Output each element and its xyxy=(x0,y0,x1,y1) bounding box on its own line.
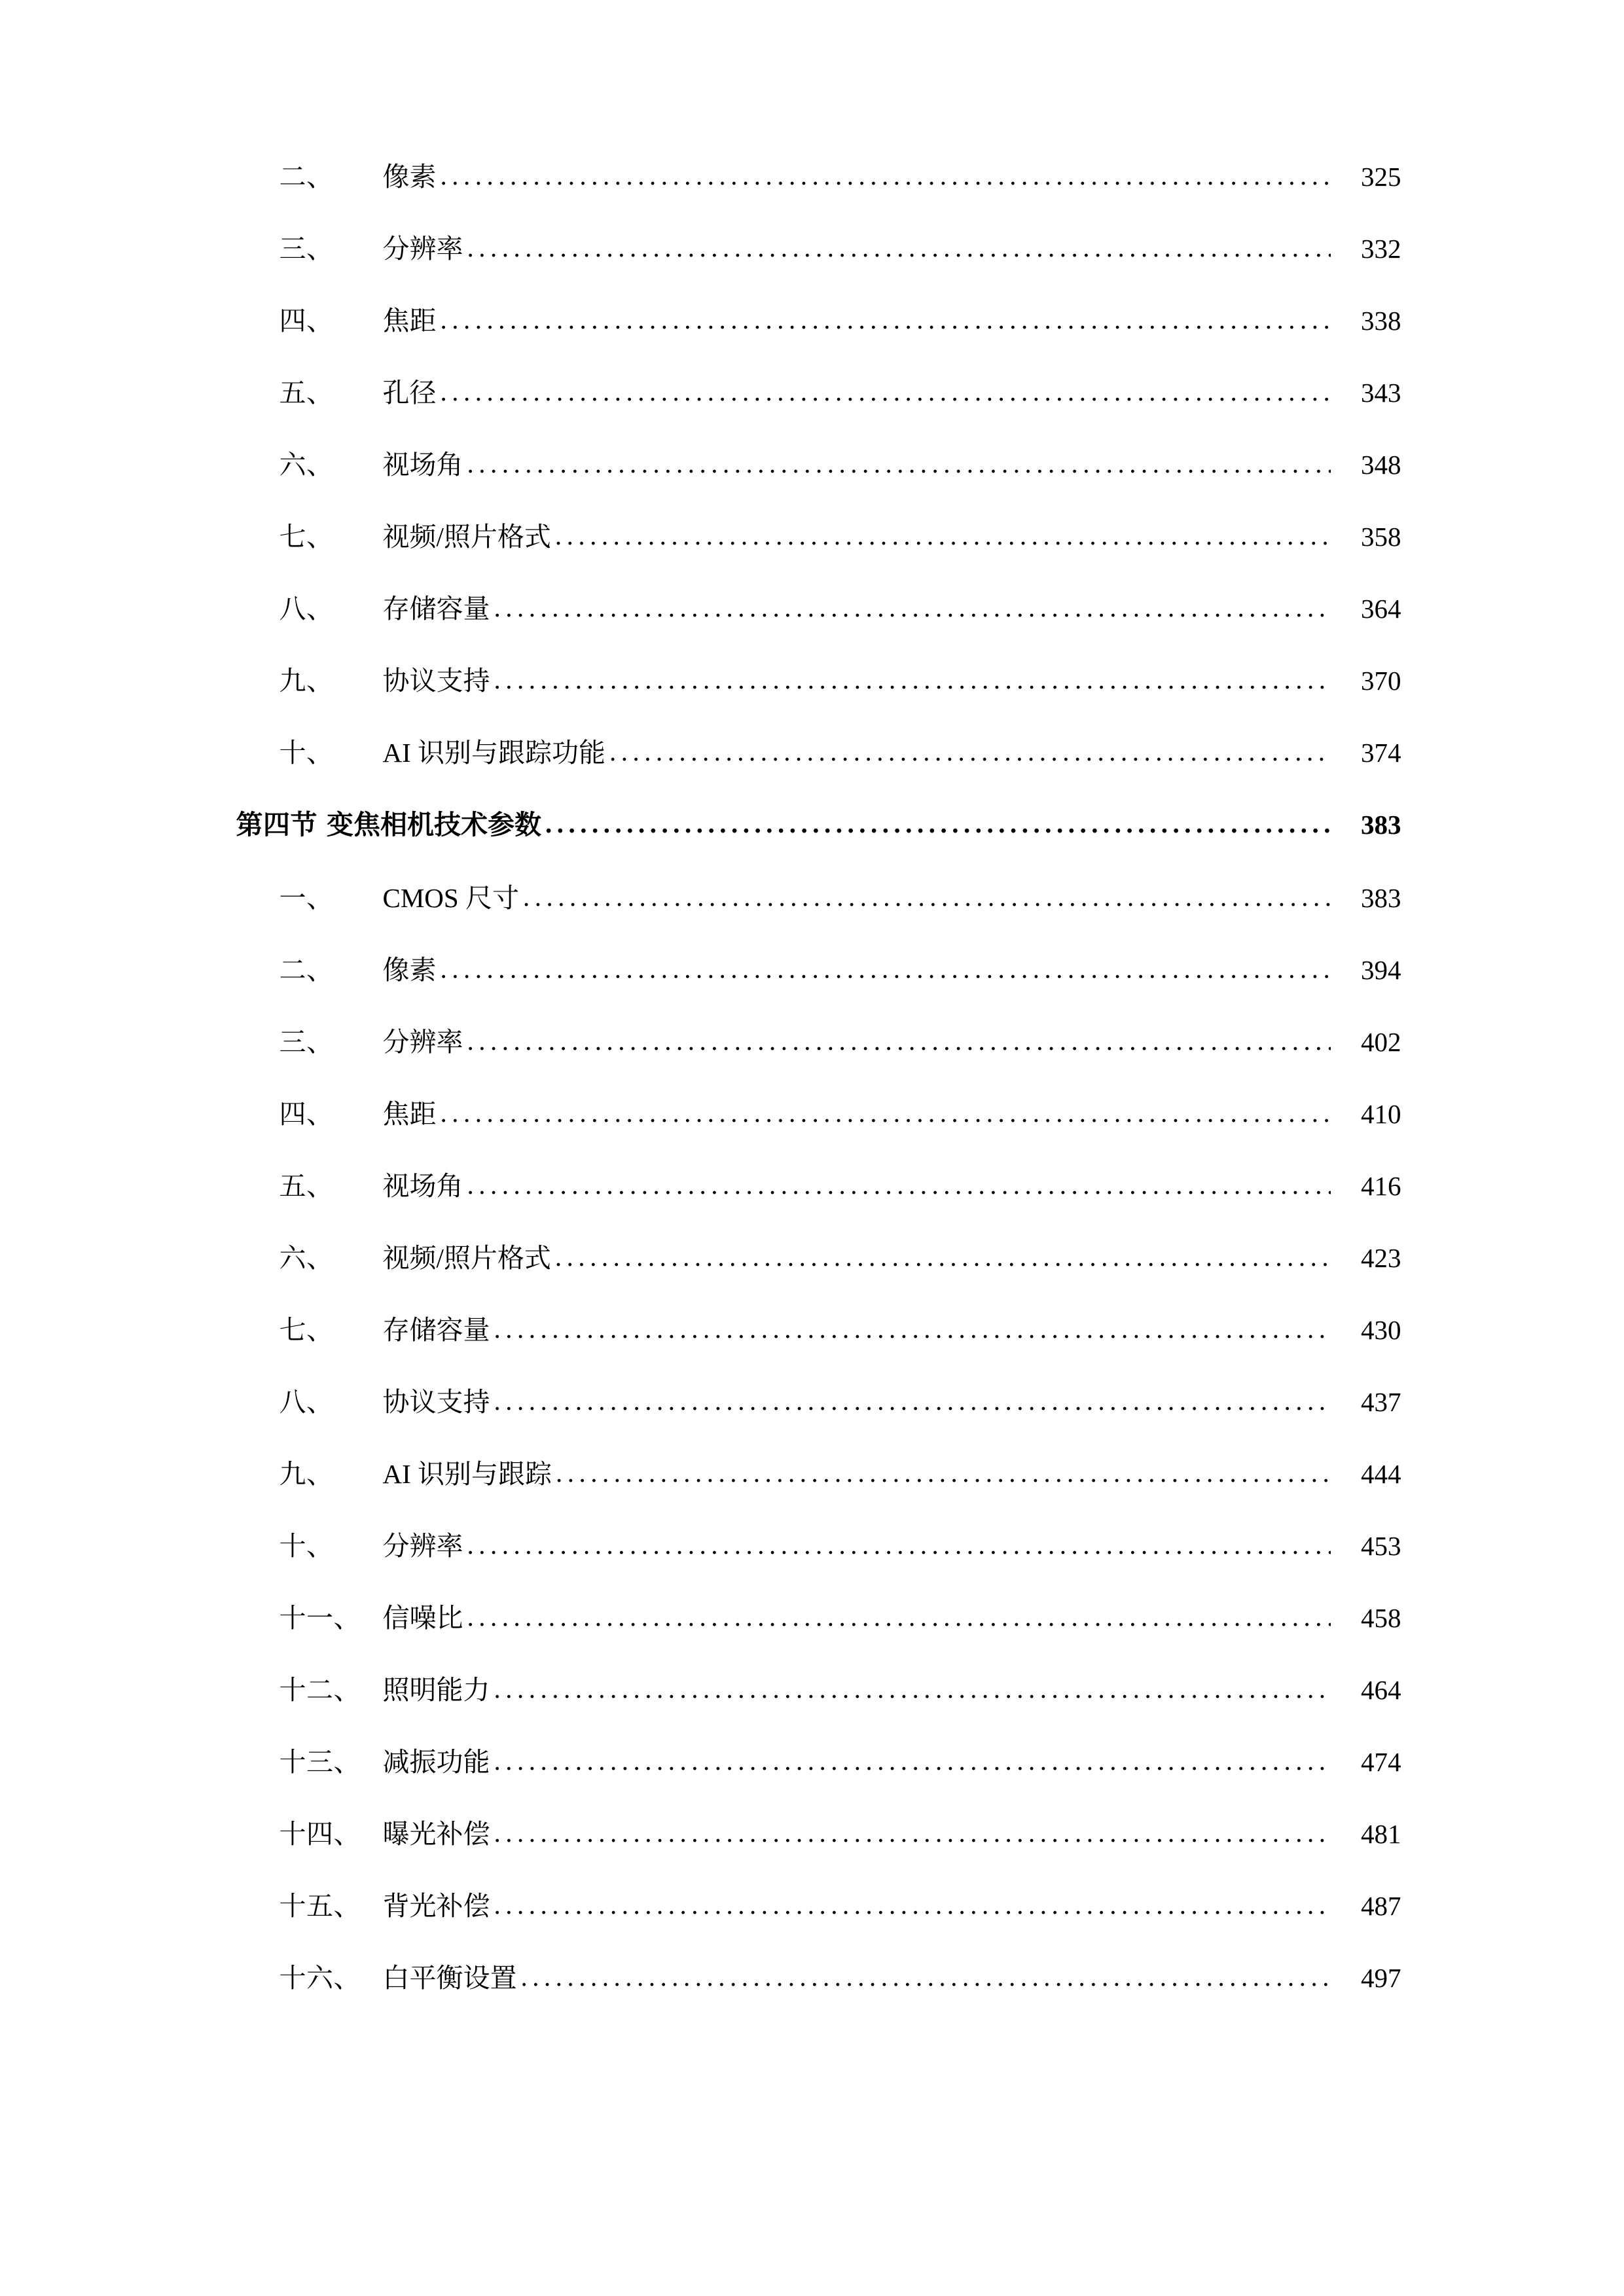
toc-entry-page-number: 481 xyxy=(1361,1819,1401,1849)
toc-leader-dots xyxy=(556,1460,1330,1486)
toc-entry-label: 背光补偿 xyxy=(382,1891,490,1921)
toc-entry[interactable] xyxy=(236,1389,1401,1461)
toc-entry[interactable] xyxy=(236,164,1401,236)
toc-leader-dots xyxy=(494,1388,1331,1414)
toc-entry[interactable] xyxy=(236,524,1401,596)
toc-entry-page-number: 423 xyxy=(1361,1243,1401,1273)
toc-leader-dots xyxy=(494,1676,1331,1702)
toc-entry[interactable] xyxy=(236,1461,1401,1533)
toc-entry[interactable] xyxy=(236,380,1401,452)
toc-entry-number: 十、 xyxy=(279,738,334,768)
toc-entry-label: 孔径 xyxy=(382,378,437,408)
toc-entry-page-number: 383 xyxy=(1361,810,1401,840)
toc-entry-page-number: 416 xyxy=(1361,1171,1401,1201)
toc-leader-dots xyxy=(494,1748,1331,1774)
toc-entry-number: 六、 xyxy=(279,1243,334,1273)
toc-leader-dots xyxy=(467,1604,1331,1630)
toc-leader-dots xyxy=(441,162,1331,189)
toc-entry-number: 九、 xyxy=(279,666,334,696)
toc-entry[interactable] xyxy=(236,308,1401,380)
toc-entry-number: 十二、 xyxy=(279,1675,361,1705)
toc-entry-page-number: 343 xyxy=(1361,378,1401,408)
toc-entry-page-number: 338 xyxy=(1361,306,1401,336)
table-of-contents xyxy=(223,164,1401,2037)
toc-entry[interactable] xyxy=(236,596,1401,668)
toc-leader-dots xyxy=(494,666,1331,693)
toc-entry-page-number: 464 xyxy=(1361,1675,1401,1705)
toc-entry-number: 七、 xyxy=(279,1315,334,1345)
toc-entry-page-number: 487 xyxy=(1361,1891,1401,1921)
toc-entry-number: 第四节 xyxy=(236,810,317,840)
toc-leader-dots xyxy=(609,738,1330,765)
toc-entry-number: 六、 xyxy=(279,450,334,480)
toc-entry-label: 白平衡设置 xyxy=(382,1963,517,1993)
toc-entry-number: 三、 xyxy=(279,1027,334,1057)
toc-leader-dots xyxy=(521,1964,1331,1990)
toc-entry-label: 分辨率 xyxy=(382,1027,463,1057)
toc-entry-label: 信噪比 xyxy=(382,1603,463,1633)
toc-entry-label: 存储容量 xyxy=(382,594,490,624)
toc-entry-label: AI 识别与跟踪 xyxy=(382,1459,552,1489)
toc-entry-page-number: 444 xyxy=(1361,1459,1401,1489)
toc-entry-number: 九、 xyxy=(279,1459,334,1489)
toc-entry-page-number: 410 xyxy=(1361,1099,1401,1129)
toc-entry-page-number: 474 xyxy=(1361,1747,1401,1777)
toc-entry[interactable] xyxy=(236,452,1401,524)
toc-entry[interactable] xyxy=(236,1749,1401,1821)
toc-entry-page-number: 453 xyxy=(1361,1531,1401,1561)
toc-entry-number: 十四、 xyxy=(279,1819,361,1849)
toc-entry[interactable] xyxy=(236,1533,1401,1605)
toc-entry-number: 四、 xyxy=(279,1099,334,1129)
toc-entry-number: 一、 xyxy=(279,883,334,913)
toc-entry-number: 十一、 xyxy=(279,1603,361,1633)
toc-entry-number: 十六、 xyxy=(279,1963,361,1993)
toc-entry[interactable] xyxy=(236,1245,1401,1317)
toc-entry-label: 曝光补偿 xyxy=(382,1819,490,1849)
toc-entry-label: 变焦相机技术参数 xyxy=(327,810,541,840)
toc-leader-dots xyxy=(494,1820,1331,1846)
toc-entry-number: 四、 xyxy=(279,306,334,336)
toc-entry-page-number: 358 xyxy=(1361,522,1401,552)
toc-entry-label: 协议支持 xyxy=(382,666,490,696)
toc-entry[interactable] xyxy=(236,885,1401,957)
toc-entry-label: 分辨率 xyxy=(382,1531,463,1561)
toc-entry-label: 焦距 xyxy=(382,306,437,336)
toc-entry-number: 三、 xyxy=(279,234,334,264)
toc-entry[interactable] xyxy=(236,740,1401,812)
toc-entry-page-number: 430 xyxy=(1361,1315,1401,1345)
toc-entry[interactable] xyxy=(236,236,1401,308)
toc-leader-dots xyxy=(494,1892,1331,1918)
toc-leader-dots xyxy=(523,884,1331,910)
toc-entry-number: 七、 xyxy=(279,522,334,552)
toc-entry-page-number: 364 xyxy=(1361,594,1401,624)
toc-entry-label: 像素 xyxy=(382,955,437,985)
toc-entry-number: 八、 xyxy=(279,594,334,624)
toc-entry-label: AI 识别与跟踪功能 xyxy=(382,738,606,768)
toc-entry-number: 二、 xyxy=(279,955,334,985)
toc-entry-label: 像素 xyxy=(382,162,437,192)
toc-leader-dots xyxy=(467,1028,1331,1054)
toc-entry-page-number: 437 xyxy=(1361,1387,1401,1417)
toc-leader-dots xyxy=(467,234,1331,261)
toc-entry[interactable] xyxy=(236,1821,1401,1893)
toc-entry[interactable] xyxy=(236,1605,1401,1677)
toc-leader-dots xyxy=(494,1316,1331,1342)
toc-entry[interactable] xyxy=(236,957,1401,1029)
toc-leader-dots xyxy=(441,378,1331,405)
toc-entry-number: 二、 xyxy=(279,162,334,192)
toc-entry[interactable] xyxy=(236,1101,1401,1173)
toc-entry-label: 视频/照片格式 xyxy=(382,1243,551,1273)
toc-entry-page-number: 458 xyxy=(1361,1603,1401,1633)
toc-entry-number: 十、 xyxy=(279,1531,334,1561)
toc-entry-label: 减振功能 xyxy=(382,1747,490,1777)
toc-entry-page-number: 332 xyxy=(1361,234,1401,264)
toc-leader-dots xyxy=(555,522,1331,549)
toc-entry-page-number: 325 xyxy=(1361,162,1401,192)
toc-entry-page-number: 497 xyxy=(1361,1963,1401,1993)
toc-entry-label: 分辨率 xyxy=(382,234,463,264)
toc-leader-dots xyxy=(441,306,1331,333)
toc-entry-number: 十三、 xyxy=(279,1747,361,1777)
toc-entry[interactable] xyxy=(236,812,1401,885)
toc-entry-number: 五、 xyxy=(279,378,334,408)
toc-entry-label: 照明能力 xyxy=(382,1675,490,1705)
toc-leader-dots xyxy=(545,810,1331,837)
toc-leader-dots xyxy=(441,1100,1331,1126)
toc-leader-dots xyxy=(467,450,1331,477)
toc-entry-label: 视场角 xyxy=(382,450,463,480)
toc-entry-label: 视频/照片格式 xyxy=(382,522,551,552)
toc-entry-label: CMOS 尺寸 xyxy=(382,883,519,913)
toc-leader-dots xyxy=(494,594,1331,621)
toc-entry-number: 十五、 xyxy=(279,1891,361,1921)
toc-leader-dots xyxy=(441,956,1331,982)
toc-entry-page-number: 374 xyxy=(1361,738,1401,768)
toc-entry-label: 视场角 xyxy=(382,1171,463,1201)
toc-entry-label: 存储容量 xyxy=(382,1315,490,1345)
toc-entry[interactable] xyxy=(236,1893,1401,1965)
toc-entry[interactable] xyxy=(236,1965,1401,2037)
toc-entry-page-number: 402 xyxy=(1361,1027,1401,1057)
toc-entry[interactable] xyxy=(236,668,1401,740)
toc-entry-number: 五、 xyxy=(279,1171,334,1201)
toc-entry[interactable] xyxy=(236,1317,1401,1389)
toc-entry-page-number: 394 xyxy=(1361,955,1401,985)
toc-entry-label: 焦距 xyxy=(382,1099,437,1129)
toc-entry-number: 八、 xyxy=(279,1387,334,1417)
toc-entry-page-number: 383 xyxy=(1361,883,1401,913)
toc-leader-dots xyxy=(467,1172,1331,1198)
toc-entry-page-number: 370 xyxy=(1361,666,1401,696)
toc-entry-label: 协议支持 xyxy=(382,1387,490,1417)
toc-entry[interactable] xyxy=(236,1677,1401,1749)
toc-leader-dots xyxy=(555,1244,1331,1270)
toc-entry[interactable] xyxy=(236,1029,1401,1101)
toc-entry[interactable] xyxy=(236,1173,1401,1245)
toc-leader-dots xyxy=(467,1532,1331,1558)
toc-entry-page-number: 348 xyxy=(1361,450,1401,480)
